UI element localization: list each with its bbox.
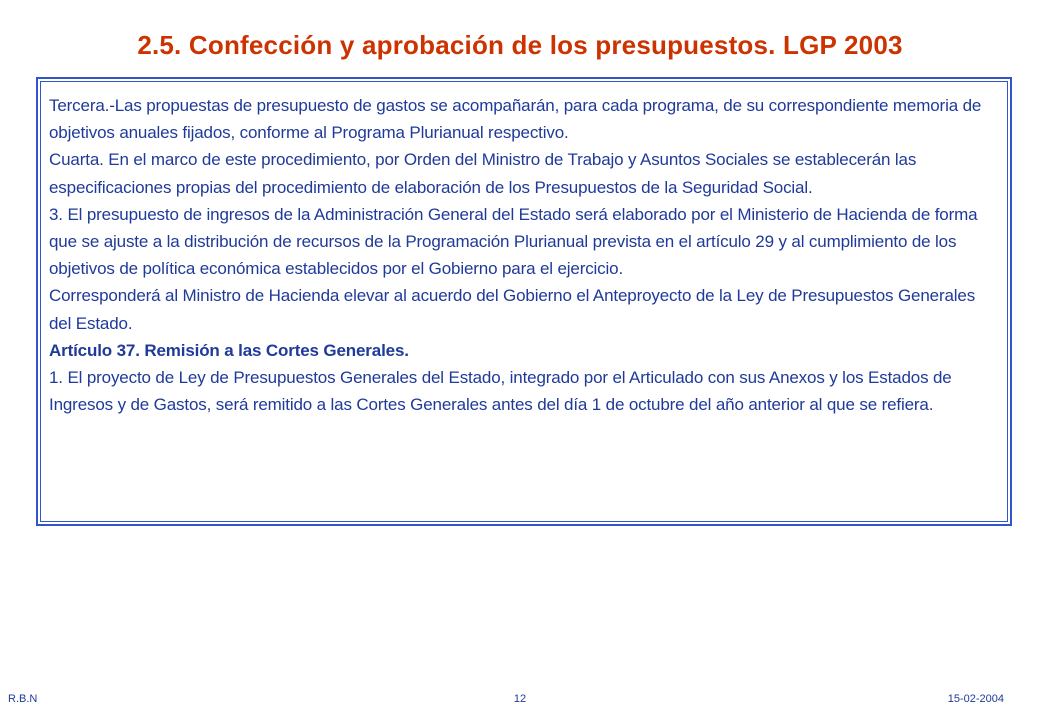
paragraph-proyecto-ley: 1. El proyecto de Ley de Presupuestos Generales del Estado, integrado por el Articulado con sus Anexos y los Estados de Ingresos y de Gastos, será remitido a las Cortes Generales antes del día 1 de octubre del año anterior al que se refiera.	[49, 368, 952, 415]
paragraph-presupuesto-ingresos: 3. El presupuesto de ingresos de la Administración General del Estado será elaborado por el Ministerio de Hacienda de forma que se ajuste a la distribución de recursos de la Programación Plurianual prevista en el artículo 29 y al cumplimiento de los objetivos de política económica establecidos por el Gobierno para el ejercicio.	[49, 204, 978, 279]
content-box	[36, 77, 1012, 526]
article-37-heading: Artículo 37. Remisión a las Cortes Generales.	[49, 340, 409, 360]
paragraph-ministro-hacienda: Corresponderá al Ministro de Hacienda elevar al acuerdo del Gobierno el Anteproyecto de la Ley de Presupuestos Generales del Estado.	[49, 286, 976, 333]
paragraph-cuarta: Cuarta. En el marco de este procedimiento, por Orden del Ministro de Trabajo y Asuntos Sociales se establecerán las especificaciones propias del procedimiento de elaboración de los Presupuestos de la Seguridad Social.	[49, 150, 917, 197]
slide-title: 2.5. Confección y aprobación de los presupuestos. LGP 2003	[137, 30, 903, 60]
footer-author: R.B.N	[8, 693, 38, 705]
footer-page-number: 12	[513, 693, 527, 705]
content-text-area	[40, 81, 1008, 522]
footer-date: 15-02-2004	[947, 693, 1004, 705]
paragraph-tercera: Tercera.-Las propuestas de presupuesto de gastos se acompañarán, para cada programa, de su correspondiente memoria de objetivos anuales fijados, conforme al Programa Plurianual respectivo.	[49, 96, 982, 143]
